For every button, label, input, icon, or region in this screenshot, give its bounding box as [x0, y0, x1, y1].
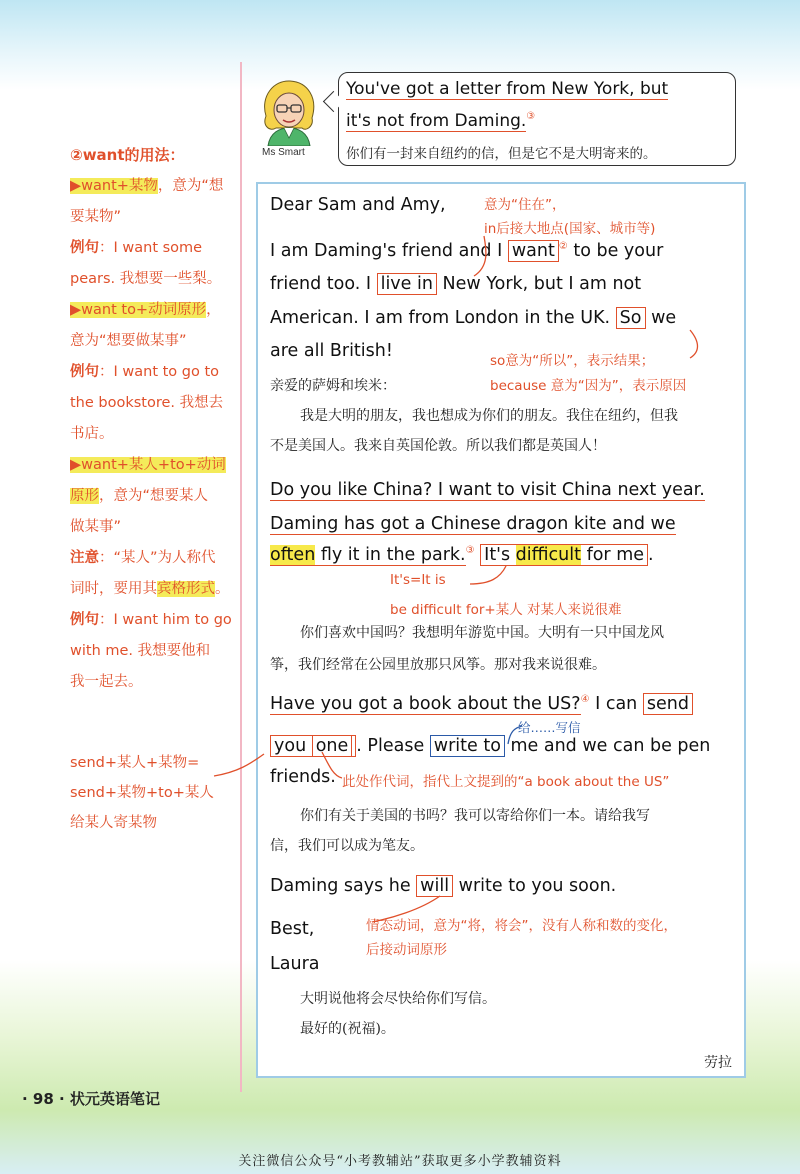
note-1-text-2: 要某物” [70, 209, 122, 225]
text-run: New York, but I am not [436, 274, 642, 294]
keyword-difficult: difficult [515, 545, 581, 565]
letter-closing: Best, [270, 919, 315, 939]
send-usage-notes [70, 748, 240, 838]
zh-paragraph-line: 你们喜欢中国吗？我想明年游览中国。大明有一只中国龙风 [300, 625, 664, 641]
letter-greeting: Dear Sam and Amy, [270, 195, 446, 215]
text-run: for me [581, 545, 645, 565]
letter-line [270, 514, 676, 534]
attention-highlight: 宾格形式 [157, 581, 215, 597]
footer-notice: 关注微信公众号“小考教辅站”获取更多小学教辅资料 [238, 1154, 562, 1169]
annotation-one: 此处作代词，指代上文提到的“a book about the US” [342, 774, 670, 790]
margin-divider [240, 62, 242, 1092]
text-run: you [274, 736, 312, 756]
footnote-mark: ③ [526, 111, 536, 122]
note-3-highlight: ▶want+某人+to+动词 [70, 457, 226, 473]
zh-signature: 劳拉 [704, 1055, 732, 1071]
send-note-line-2: send+某物+to+某人 [70, 785, 214, 801]
example-text-3: 我一起去。 [70, 674, 143, 690]
underlined-text: Daming has got a Chinese dragon kite and we [270, 514, 676, 534]
note-2-highlight: ▶want to+动词原形 [70, 302, 207, 318]
keyword-often: often [270, 545, 316, 565]
zh-greeting: 亲爱的萨姆和埃米： [270, 378, 396, 394]
keyword-will: will [416, 875, 453, 897]
letter-signature: Laura [270, 954, 320, 974]
note-3-text-2: 做某事” [70, 519, 122, 535]
send-note-line-1: send+某人+某物= [70, 755, 200, 771]
example-text: ：I want some [99, 240, 203, 256]
zh-paragraph-line: 你们有关于美国的书吗？我可以寄给你们一本。请给我写 [300, 808, 650, 824]
annotation-write-to: 给……写信 [518, 720, 581, 735]
attention-text: ：“某人”为人称代 [99, 550, 216, 566]
speech-chinese: 你们有一封来自纽约的信，但是它不是大明寄来的。 [346, 146, 657, 162]
footnote-mark: ③ [465, 545, 475, 557]
zh-paragraph-line: 筝，我们经常在公园里放那只风筝。那对我来说很难。 [270, 657, 606, 673]
note-3-highlight-2: 原形 [70, 488, 99, 504]
keyword-want: want [508, 240, 559, 262]
attention-text-2: 词时，要用其 [70, 581, 157, 597]
teacher-avatar [254, 76, 324, 146]
annotation-its: It's=It is [390, 572, 446, 588]
example-label: 例句 [70, 240, 99, 256]
note-3-text: ，意为“想要某人 [99, 488, 209, 504]
letter-line [270, 694, 693, 714]
zh-paragraph-line: 不是美国人。我来自英国伦敦。所以我们都是英国人！ [270, 438, 606, 454]
attention-label: 注意 [70, 550, 99, 566]
underlined-text [270, 545, 466, 566]
letter-line [270, 308, 676, 328]
page-number: · 98 · 状元英语笔记 [22, 1090, 160, 1108]
letter-line [270, 274, 641, 294]
zh-paragraph-line: 我是大明的朋友，我也想成为你们的朋友。我住在纽约，但我 [300, 408, 678, 424]
keyword-you-one [270, 735, 356, 757]
zh-paragraph-line: 大明说他将会尽快给你们写信。 [300, 991, 496, 1007]
text-run: fly it in the park. [315, 545, 466, 565]
underlined-text: Do you like China? I want to visit China next year. [270, 480, 705, 500]
zh-paragraph-line: 信，我们可以成为笔友。 [270, 838, 424, 854]
want-usage-notes [70, 140, 240, 698]
example-text-2: with me. 我想要他和 [70, 643, 211, 659]
annotation-will-1: 情态动词，意为“将，将会”，没有人称和数的变化， [366, 918, 677, 934]
speech-line-2: it's not from Daming. [346, 110, 527, 131]
text-run: Daming says he [270, 876, 417, 896]
keyword-send: send [643, 693, 693, 715]
sentence-its-difficult [480, 544, 648, 566]
text-run: American. I am from London in the UK. [270, 308, 616, 328]
speech-english [346, 76, 734, 135]
note-1-text: ，意为“想 [157, 178, 224, 194]
letter-line: friends. [270, 767, 336, 787]
underlined-text: Have you got a book about the US? [270, 694, 581, 714]
send-note-line-3: 给某人寄某物 [70, 815, 157, 831]
footnote-mark: ④ [580, 694, 590, 706]
note-2-text-2: 意为“想要做某事” [70, 333, 187, 349]
text-run: I can [589, 694, 643, 714]
attention-text-3: 。 [215, 581, 230, 597]
example-label: 例句 [70, 364, 99, 380]
keyword-so: So [616, 307, 646, 329]
annotation-so-1: so意为“所以”，表示结果； [490, 353, 655, 369]
letter-line [270, 736, 710, 756]
text-run: write to you soon. [453, 876, 617, 896]
annotation-livein-2: in后接大地点(国家、城市等) [484, 221, 656, 237]
teacher-name: Ms Smart [262, 147, 305, 158]
text-run: It's [484, 545, 516, 565]
text-run: to be your [567, 241, 664, 261]
example-label: 例句 [70, 612, 99, 628]
letter-line [270, 876, 616, 896]
note-1-highlight: ▶want+某物 [70, 178, 158, 194]
example-text-2: the bookstore. 我想去 [70, 395, 224, 411]
letter-line [270, 545, 654, 565]
example-text: ：I want him to go [99, 612, 232, 628]
annotation-will-2: 后接动词原形 [366, 942, 447, 958]
text-run: I am Daming's friend and I [270, 241, 508, 261]
letter-line [270, 241, 663, 261]
letter-line [270, 480, 705, 500]
text-run: we [645, 308, 677, 328]
keyword-one: one [312, 735, 353, 757]
example-text-3: 书店。 [70, 426, 114, 442]
annotation-so-2: because 意为“因为”，表示原因 [490, 378, 687, 394]
example-text: ：I want to go to [99, 364, 220, 380]
annotation-difficult: be difficult for+某人 对某人来说很难 [390, 602, 622, 618]
letter-line: are all British! [270, 341, 393, 361]
notes-title: ②want的用法： [70, 146, 185, 164]
example-text-2: pears. 我想要一些梨。 [70, 271, 222, 287]
keyword-write-to: write to [430, 735, 505, 757]
text-run: . [648, 545, 654, 565]
note-2-text: ， [206, 302, 221, 318]
text-run: friend too. I [270, 274, 377, 294]
text-run: . Please [356, 736, 430, 756]
footnote-mark: ② [558, 241, 568, 253]
text-run: me and we can be pen [504, 736, 711, 756]
zh-closing: 最好的(祝福)。 [300, 1021, 395, 1037]
keyword-live-in: live in [377, 273, 437, 295]
speech-line-1: You've got a letter from New York, but [346, 79, 669, 99]
annotation-livein-1: 意为“住在”， [484, 197, 566, 213]
